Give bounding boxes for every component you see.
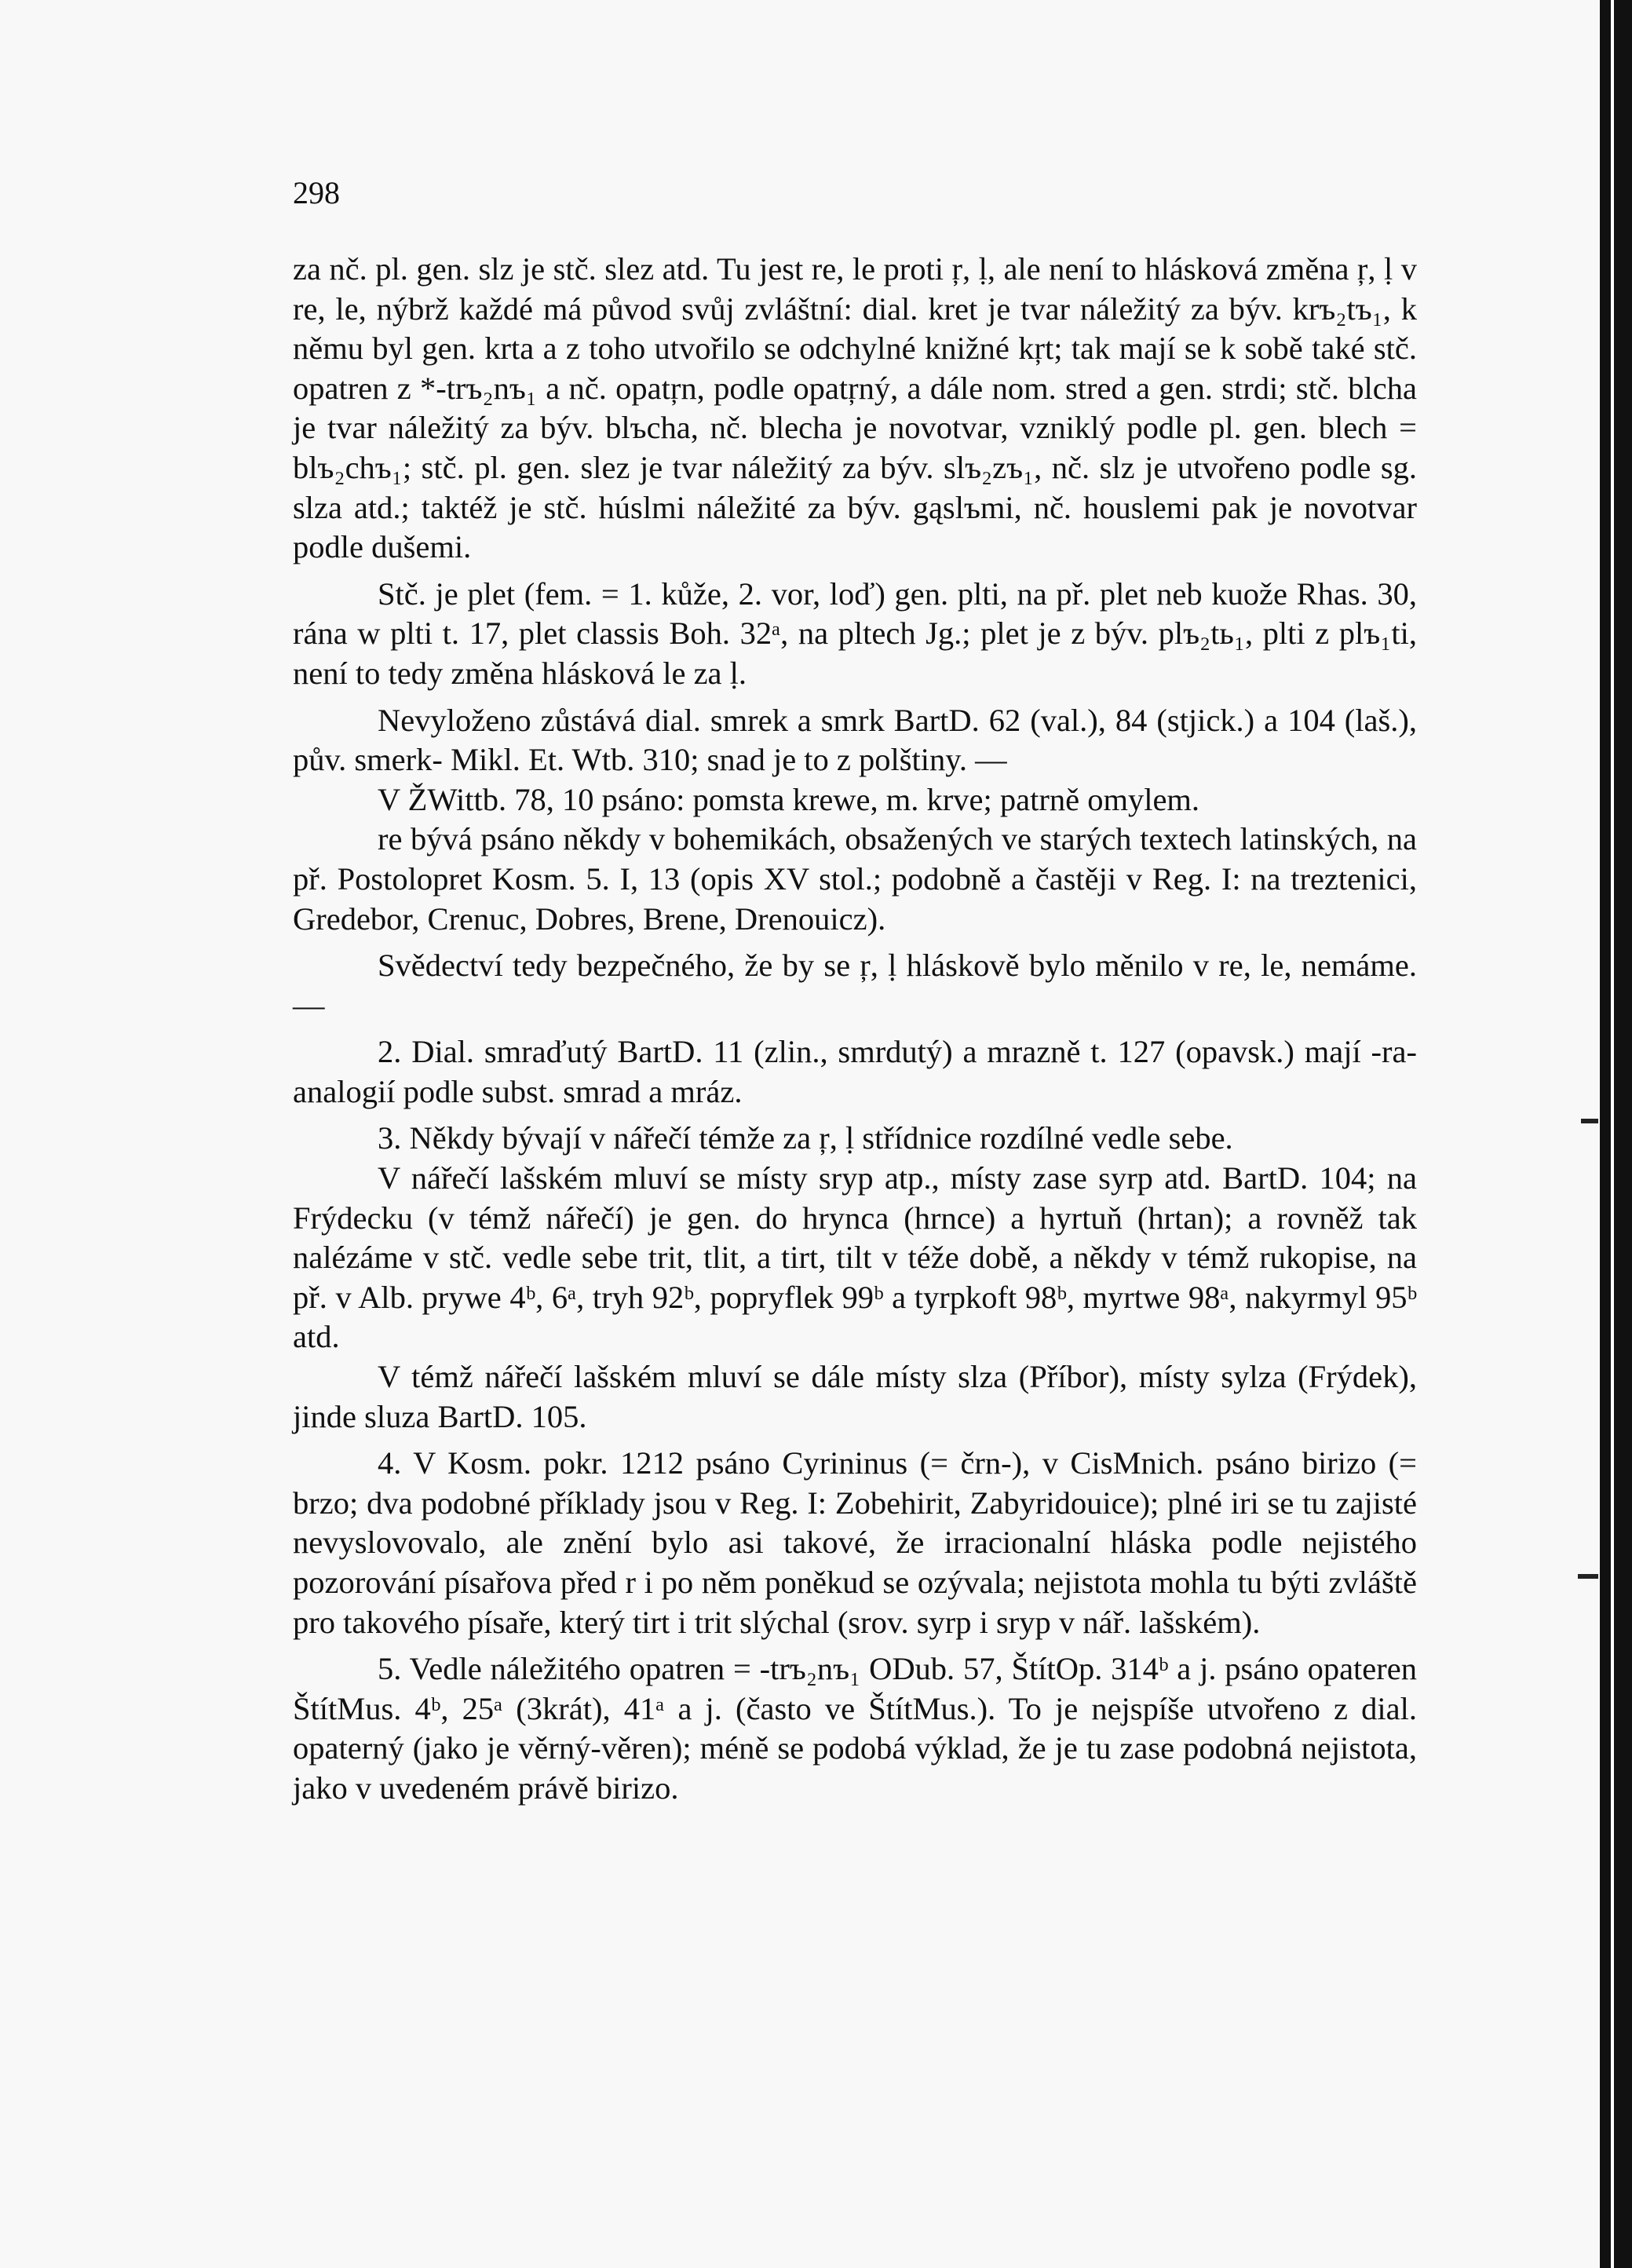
page-number: 298	[293, 175, 340, 210]
paragraph: V témž nářečí lašském mluví se dále místy slza (Příbor), místy sylza (Frýdek), jinde sluza BartD. 105.	[293, 1359, 1417, 1434]
paragraph: Stč. je plet (fem. = 1. kůže, 2. vor, loď) gen. plti, na př. plet neb kuože Rhas. 30, rána w plti t. 17, plet classis Boh. 32ᵃ, na pltech Jg.; plet je z býv. plъ₂tь₁, plti z plъ₁ti, není to tedy změna hlásková le za ḷ.	[293, 575, 1417, 691]
scan-edge-line	[1611, 0, 1614, 2268]
paragraph: V ŽWittb. 78, 10 psáno: pomsta krewe, m. krve; patrně omylem.	[378, 781, 1200, 817]
paragraph: za nč. pl. gen. slz je stč. slez atd. Tu jest re, le proti ŗ, ḷ, ale není to hlásková změna ŗ, ḷ v re, le, nýbrž každé má původ svůj zvláštní: dial. kret je tvar náležitý za býv. krъ₂tъ₁, k němu byl gen. krta a z toho utvořilo se odchylné knižné kŗt; tak mají se k sobě také stč. opatren z *-trъ₂nъ₁ a nč. opatŗn, podle opatŗný, a dále nom. stred a gen. strdi; stč. blcha je tvar náležitý za býv. blъcha, nč. blecha je novotvar, vzniklý podle pl. gen. blech = blъ₂chъ₁; stč. pl. gen. slez je tvar náležitý za býv. slъ₂zъ₁, nč. slz je utvořeno podle sg. slza atd.; taktéž je stč. húslmi náležité za býv. gąslъmi, nč. houslemi pak je novotvar podle dušemi.	[293, 251, 1417, 565]
body-text	[293, 250, 1417, 1809]
scan-margin-mark	[1578, 1574, 1598, 1579]
paragraph: 5. Vedle náležitého opatren = -trъ₂nъ₁ ODub. 57, ŠtítOp. 314ᵇ a j. psáno opateren ŠtítMus. 4ᵇ, 25ᵃ (3krát), 41ᵃ a j. (často ve ŠtítMus.). To je nejspíše utvořeno z dial. opaterný (jako je věrný-věren); méně se podobá výklad, že je tu zase podobná nejistota, jako v uvedeném právě birizo.	[293, 1651, 1417, 1806]
paragraph: 4. V Kosm. pokr. 1212 psáno Cyrininus (= črn-), v CisMnich. psáno birizo (= brzo; dva podobné příklady jsou v Reg. I: Zobehirit, Zabyridouice); plné iri se tu zajisté nevyslovovalo, ale znění bylo asi takové, že irracionalní hláska podle nejistého pozorování písařova před r i po něm poněkud se ozývala; nejistota mohla tu býti zvláště pro takového písaře, který tirt i trit slýchal (srov. syrp i sryp v nář. lašském).	[293, 1445, 1417, 1640]
paragraph: re bývá psáno někdy v bohemikách, obsažených ve starých textech latinských, na př. Postolopret Kosm. 5. I, 13 (opis XV stol.; podobně a častěji v Reg. I: na treztenici, Gredebor, Crenuc, Dobres, Brene, Drenouicz).	[293, 821, 1417, 937]
paragraph: Svědectví tedy bezpečného, že by se ŗ, ḷ hláskově bylo měnilo v re, le, nemáme. —	[293, 948, 1417, 1023]
scan-binding-edge	[1600, 0, 1632, 2268]
scan-margin-mark	[1581, 1119, 1598, 1123]
paragraph: 2. Dial. smraďutý BartD. 11 (zlin., smrdutý) a mrazně t. 127 (opavsk.) mají -ra- analogií podle subst. smrad a mráz.	[293, 1034, 1417, 1109]
paragraph: Nevyloženo zůstává dial. smrek a smrk BartD. 62 (val.), 84 (stjick.) a 104 (laš.), pův. smerk- Mikl. Et. Wtb. 310; snad je to z polštiny. —	[293, 702, 1417, 778]
paragraph: V nářečí lašském mluví se místy sryp atp., místy zase syrp atd. BartD. 104; na Frýdecku (v témž nářečí) je gen. do hrynca (hrnce) a hyrtuň (hrtan); a rovněž tak nalézáme v stč. vedle sebe trit, tlit, a tirt, tilt v téže době, a někdy v témž rukopise, na př. v Alb. prywe 4ᵇ, 6ᵃ, tryh 92ᵇ, popryflek 99ᵇ a tyrpkoft 98ᵇ, myrtwe 98ᵃ, nakyrmyl 95ᵇ atd.	[293, 1160, 1417, 1355]
paragraph: 3. Někdy bývají v nářečí témže za ŗ, ḷ střídnice rozdílné vedle sebe.	[378, 1120, 1233, 1156]
